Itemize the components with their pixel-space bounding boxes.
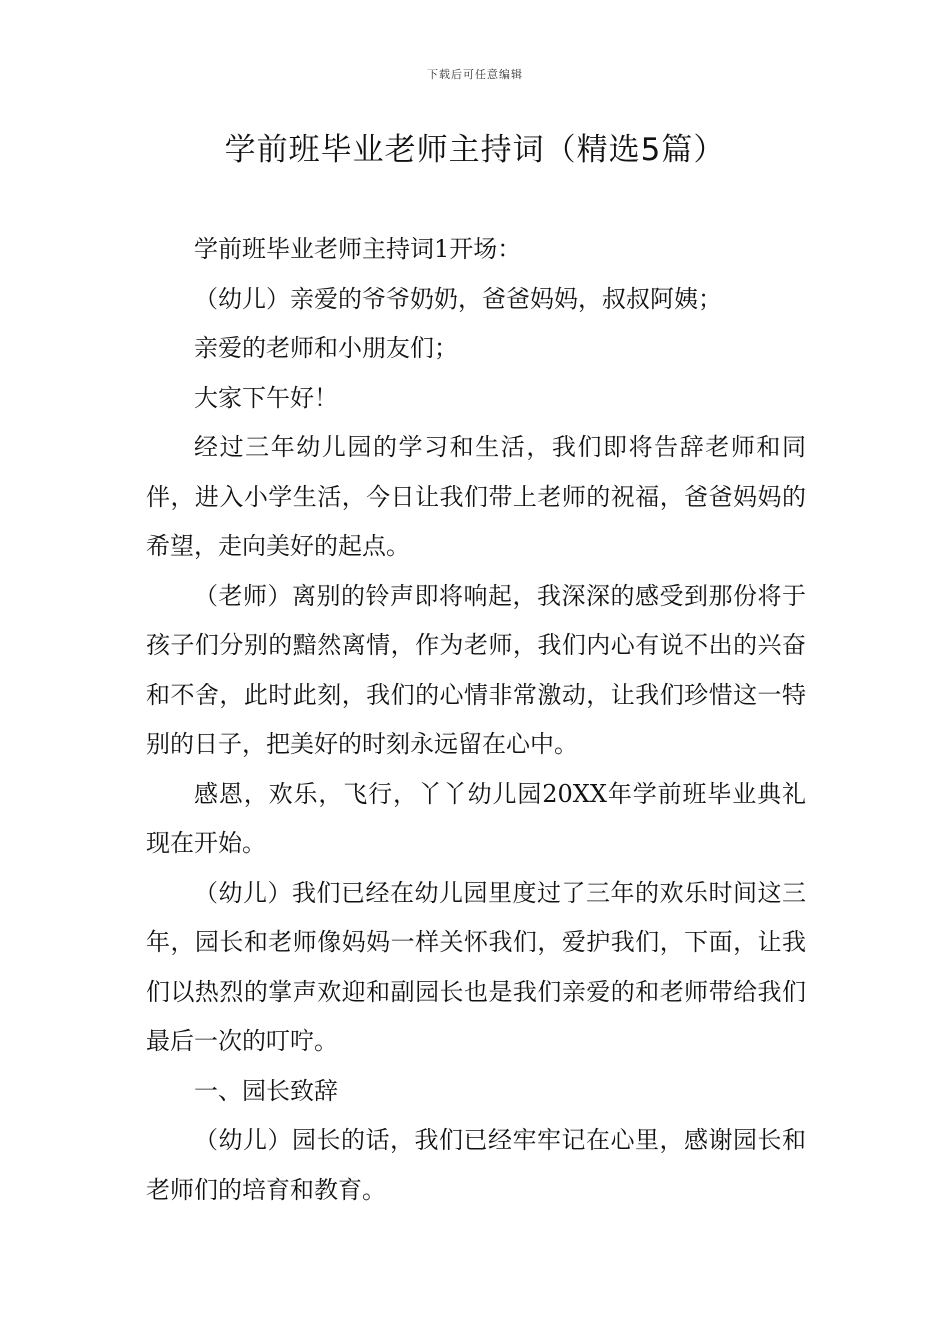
header-note: 下载后可任意编辑 <box>427 68 523 81</box>
paragraph: 经过三年幼儿园的学习和生活，我们即将告辞老师和同伴，进入小学生活，今日让我们带上老师的祝福，爸爸妈妈的希望，走向美好的起点。 <box>146 433 806 560</box>
paragraph: （幼儿）园长的话，我们已经牢牢记在心里，感谢园长和老师们的培育和教育。 <box>146 1126 806 1204</box>
document-body <box>146 225 806 1215</box>
paragraph: （幼儿）亲爱的爷爷奶奶，爸爸妈妈，叔叔阿姨； <box>194 284 722 313</box>
paragraph: 一、园长致辞 <box>194 1076 338 1105</box>
paragraph: 亲爱的老师和小朋友们； <box>194 334 458 362</box>
paragraph: （老师）离别的铃声即将响起，我深深的感受到那份将于孩子们分别的黯然离情，作为老师，我们内心有说不出的兴奋和不舍，此时此刻，我们的心情非常激动，让我们珍惜这一特别的日子，把美好的时刻永远留在心中。 <box>146 581 806 758</box>
document-title: 学前班毕业老师主持词（精选5篇） <box>224 132 726 168</box>
paragraph: （幼儿）我们已经在幼儿园里度过了三年的欢乐时间这三年，园长和老师像妈妈一样关怀我们，爱护我们，下面，让我们以热烈的掌声欢迎和副园长也是我们亲爱的和老师带给我们最后一次的叮咛。 <box>146 878 806 1055</box>
paragraph: 学前班毕业老师主持词1开场： <box>194 235 522 263</box>
paragraph: 大家下午好！ <box>194 383 338 412</box>
paragraph: 感恩，欢乐，飞行，丫丫幼儿园20XX年学前班毕业典礼现在开始。 <box>146 779 806 857</box>
